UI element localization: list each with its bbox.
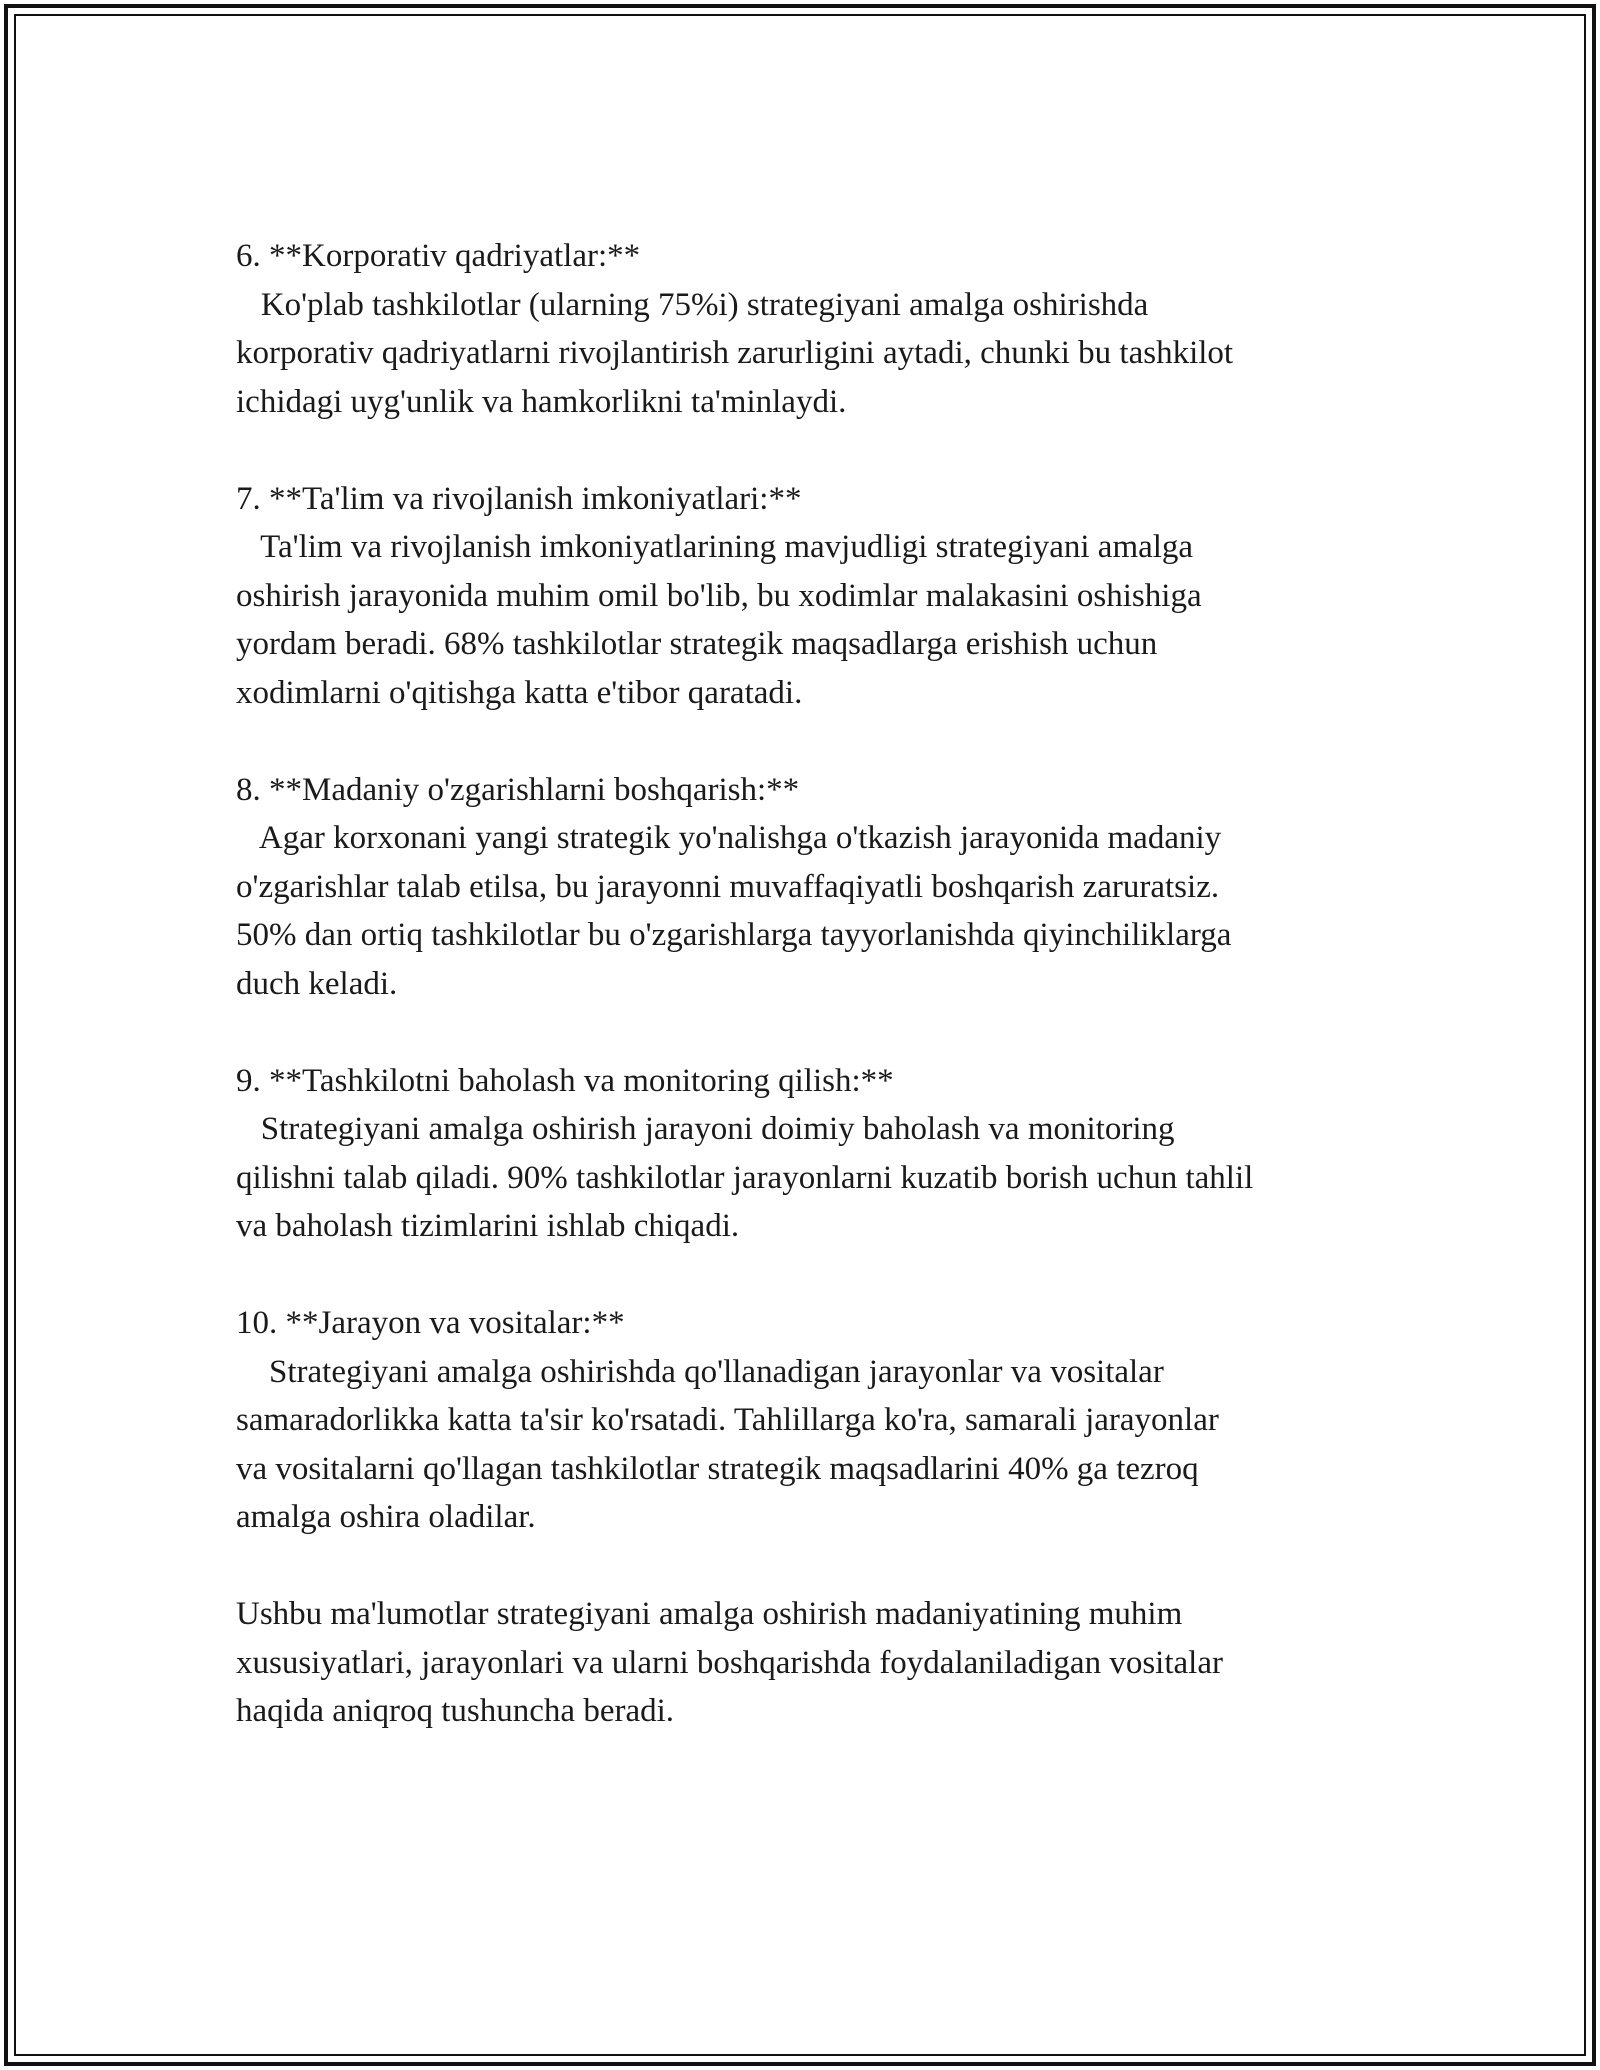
document-body — [236, 232, 1396, 1736]
section-body: Strategiyani amalga oshirishda qo'llanadigan jarayonlar va vositalar samaradorlikka katta ta'sir ko'rsatadi. Tahlillarga ko'ra, samarali jarayonlar va vositalarni qo'llagan tashkilotlar strategik maqsadlarini 40% ga tezroq amalga oshira oladilar. — [236, 1353, 1219, 1535]
section-heading: 9. **Tashkilotni baholash va monitoring qilish:** — [236, 1062, 894, 1099]
section-heading: 6. **Korporativ qadriyatlar:** — [236, 238, 641, 274]
section-7-talim-va-rivojlanish — [236, 475, 1396, 718]
section-8-madaniy-ozgarishlar — [236, 766, 1396, 1009]
section-9-baholash-va-monitoring — [236, 1057, 1396, 1251]
section-10-jarayon-va-vositalar — [236, 1299, 1396, 1542]
section-heading: 10. **Jarayon va vositalar:** — [236, 1305, 625, 1341]
section-heading: 7. **Ta'lim va rivojlanish imkoniyatlari:** — [236, 480, 802, 517]
section-body: Ko'plab tashkilotlar (ularning 75%i) strategiyani amalga oshirishda korporativ qadriyatlarni rivojlantirish zarurligini aytadi, chunki bu tashkilot ichidagi uyg'unlik va hamkorlikni ta'minlaydi. — [236, 286, 1234, 420]
section-6-korporativ-qadriyatlar — [236, 232, 1396, 426]
section-heading: 8. **Madaniy o'zgarishlarni boshqarish:** — [236, 771, 800, 808]
section-body: Ta'lim va rivojlanish imkoniyatlarining mavjudligi strategiyani amalga oshirish jarayonida muhim omil bo'lib, bu xodimlar malakasini oshishiga yordam beradi. 68% tashkilotlar strategik maqsadlarga erishish uchun xodimlarni o'qitishga katta e'tibor qaratadi. — [236, 529, 1202, 711]
section-body: Agar korxonani yangi strategik yo'nalishga o'tkazish jarayonida madaniy o'zgarishlar talab etilsa, bu jarayonni muvaffaqiyatli boshqarish zaruratsiz. 50% dan ortiq tashkilotlar bu o'zgarishlarga tayyorlanishda qiyinchiliklarga duch keladi. — [236, 820, 1232, 1002]
section-body: Strategiyani amalga oshirish jarayoni doimiy baholash va monitoring qilishni talab qiladi. 90% tashkilotlar jarayonlarni kuzatib borish uchun tahlil va baholash tizimlarini ishlab chiqadi. — [236, 1111, 1254, 1244]
conclusion-paragraph: Ushbu ma'lumotlar strategiyani amalga oshirish madaniyatining muhim xususiyatlari, jarayonlari va ularni boshqarishda foydalaniladigan vositalar haqida aniqroq tushuncha beradi. — [236, 1596, 1223, 1729]
